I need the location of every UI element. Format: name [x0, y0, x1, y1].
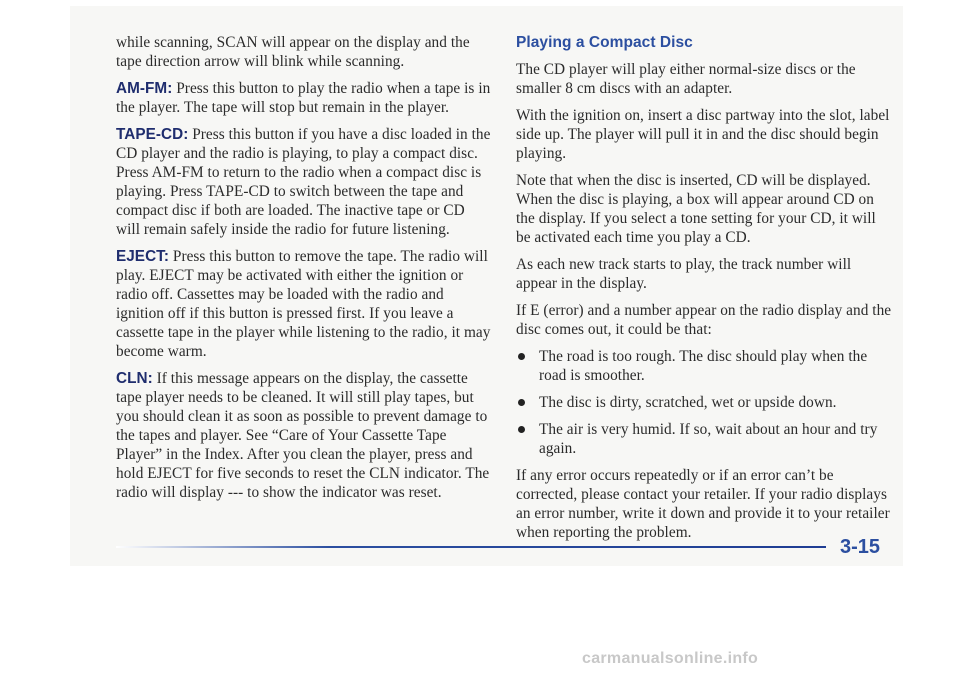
right-column — [516, 33, 892, 550]
tape-cd-paragraph — [116, 125, 492, 239]
page-number: 3-15 — [840, 536, 881, 558]
list-item-text: The road is too rough. The disc should play when the road is smoother. — [539, 348, 868, 384]
list-item — [516, 393, 892, 412]
am-fm-text: Press this button to play the radio when a tape is in the player. The tape will stop but remain in the player. — [116, 80, 491, 116]
cln-term: CLN: — [116, 370, 153, 387]
insert-disc-paragraph: With the ignition on, insert a disc partway into the slot, label side up. The player will pull it in and the disc should begin playing. — [516, 107, 890, 162]
eject-paragraph — [116, 247, 492, 361]
tape-cd-term: TAPE-CD: — [116, 126, 189, 143]
section-title: Playing a Compact Disc — [516, 34, 693, 51]
left-column — [116, 33, 492, 510]
footer-rule — [116, 546, 826, 548]
list-item-text: The disc is dirty, scratched, wet or upside down. — [539, 394, 837, 411]
list-item — [516, 420, 892, 458]
bullet-icon — [518, 399, 525, 406]
am-fm-term: AM-FM: — [116, 80, 173, 97]
error-cause-list — [516, 347, 892, 458]
eject-text: Press this button to remove the tape. The radio will play. EJECT may be activated with either the ignition or radio off. Cassettes may be loaded with the radio and ignition off if this button is pressed first. If you leave a cassette tape in the player while listening to the radio, it may become warm. — [116, 248, 491, 360]
am-fm-paragraph — [116, 79, 492, 117]
list-item-text: The air is very humid. If so, wait about an hour and try again. — [539, 421, 878, 457]
cd-size-paragraph: The CD player will play either normal-size discs or the smaller 8 cm discs with an adapter. — [516, 61, 856, 97]
eject-term: EJECT: — [116, 248, 170, 265]
tape-cd-text: Press this button if you have a disc loaded in the CD player and the radio is playing, to play a compact disc. Press AM-FM to return to the radio when a compact disc is playing. Press TAPE-CD to switch between the tape and compact disc if both are loaded. The inactive tape or CD will remain safely inside the radio for future listening. — [116, 126, 491, 238]
error-intro-paragraph: If E (error) and a number appear on the radio display and the disc comes out, it could be that: — [516, 302, 892, 338]
display-note-paragraph: Note that when the disc is inserted, CD will be displayed. When the disc is playing, a box will appear around CD on the display. If you select a tone setting for your CD, it will be activated each time you play a CD. — [516, 172, 876, 246]
cln-text: If this message appears on the display, the cassette tape player needs to be cleaned. It will still play tapes, but you should clean it as soon as possible to prevent damage to the tapes and player. See “Care of Your Cassette Tape Player” in the Index. After you clean the player, press and hold EJECT for five seconds to reset the CLN indicator. The radio will display --- to show the indicator was reset. — [116, 370, 490, 501]
watermark: carmanualsonline.info — [582, 650, 759, 667]
bullet-icon — [518, 353, 525, 360]
cln-paragraph — [116, 369, 492, 502]
intro-paragraph: while scanning, SCAN will appear on the display and the tape direction arrow will blink while scanning. — [116, 34, 470, 70]
list-item — [516, 347, 892, 385]
repeated-error-paragraph: If any error occurs repeatedly or if an error can’t be corrected, please contact your retailer. If your radio displays an error number, write it down and provide it to your retailer when reporting the problem. — [516, 467, 890, 541]
track-number-paragraph: As each new track starts to play, the track number will appear in the display. — [516, 256, 852, 292]
bullet-icon — [518, 426, 525, 433]
